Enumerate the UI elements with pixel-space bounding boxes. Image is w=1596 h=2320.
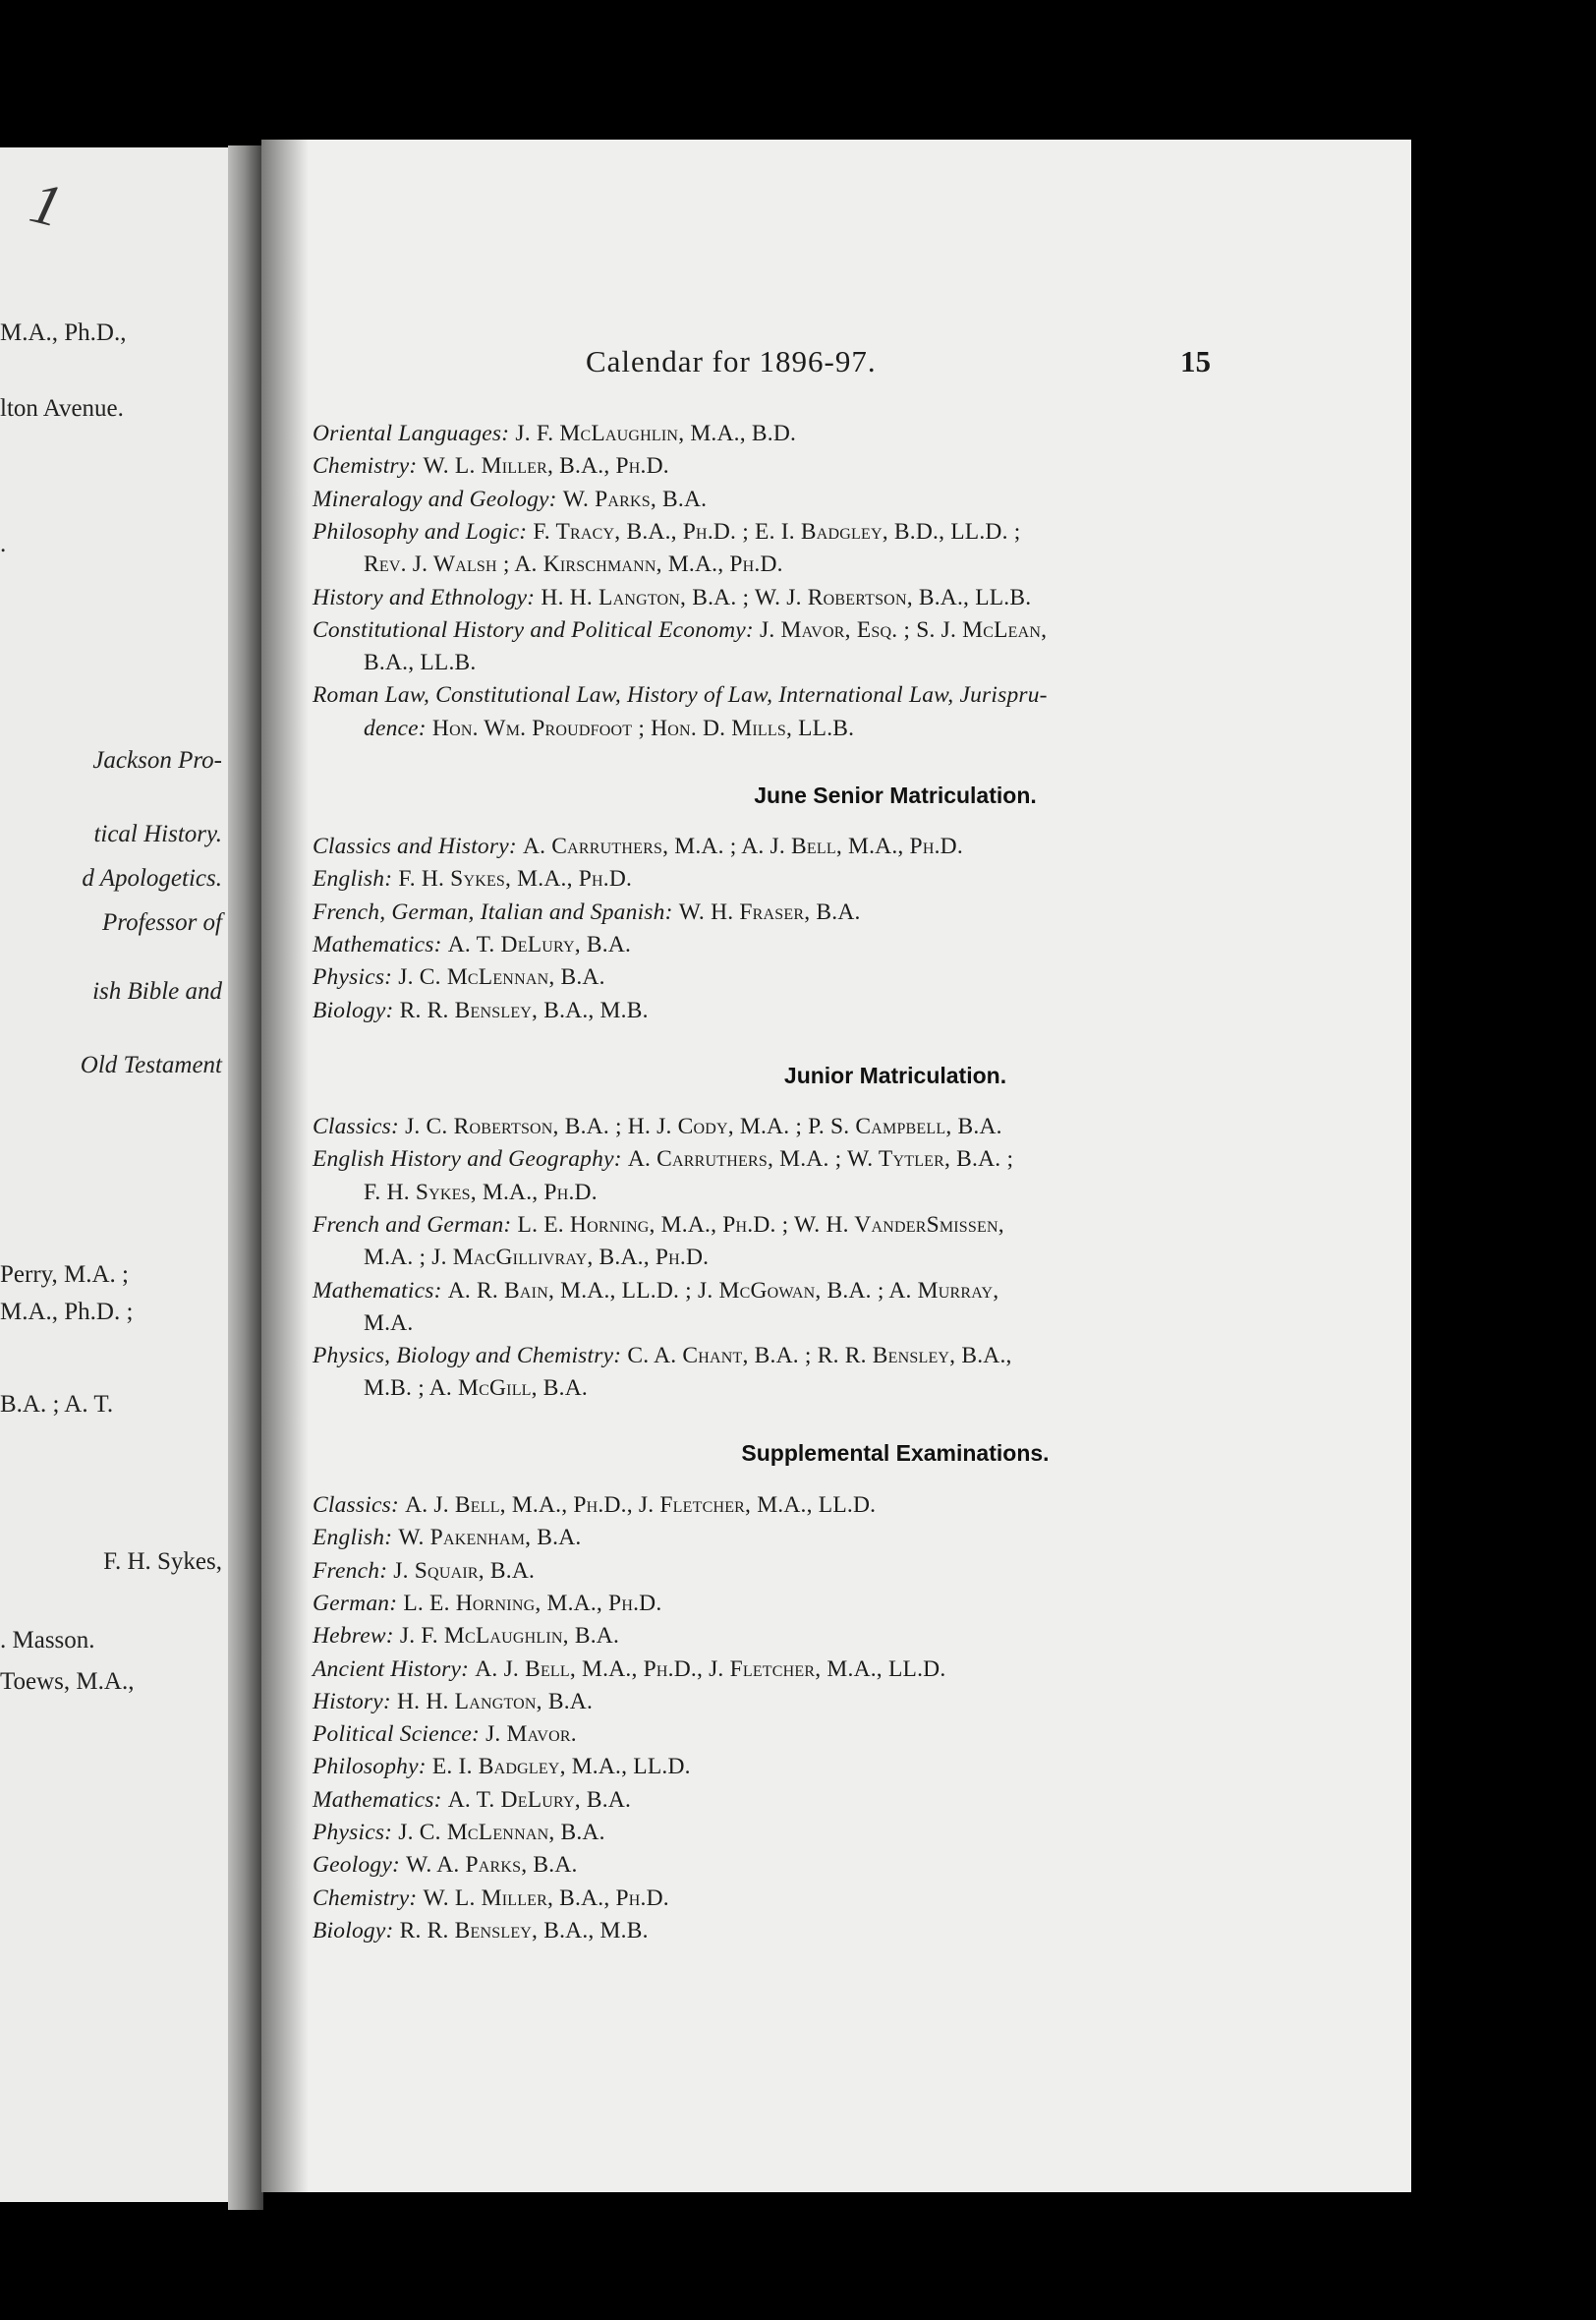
entry-line [364, 551, 783, 578]
entry-subject: dence: [364, 715, 427, 741]
entry-line [313, 617, 1047, 644]
entry-line [313, 1114, 1002, 1140]
entry-subject: French: [313, 1557, 388, 1584]
left-page-fragment: d Apologetics. [82, 865, 222, 892]
entry-line [313, 1820, 605, 1846]
entry-line [313, 1492, 876, 1519]
entry-line [313, 1591, 661, 1617]
entry-line [364, 1180, 598, 1206]
entry-subject: Roman Law, Constitutional Law, History of Law, International Law, Jurispru- [313, 682, 1048, 709]
entry-line [313, 1918, 649, 1944]
entry-line [313, 1146, 1013, 1173]
entry-names: J. F. McLaughlin, M.A., B.D. [515, 421, 797, 446]
entry-line [313, 1787, 631, 1814]
entry-line [313, 1623, 619, 1650]
entry-names: A. T. DeLury, B.A. [447, 931, 632, 957]
entry-names: W. H. Fraser, B.A. [678, 899, 861, 925]
entry-names: L. E. Horning, M.A., Ph.D. [403, 1590, 662, 1616]
entry-line [313, 1558, 535, 1585]
entry-line [364, 1375, 588, 1402]
left-page-fragment: Perry, M.A. ; [0, 1261, 130, 1288]
left-page-fragment: Professor of [102, 909, 222, 936]
left-page-fragment: . [0, 531, 7, 557]
entry-names: C. A. Chant, B.A. ; R. R. Bensley, B.A., [627, 1343, 1012, 1369]
entry-names: J. C. McLennan, B.A. [398, 964, 605, 991]
entry-names: H. H. Langton, B.A. [397, 1688, 594, 1714]
entry-names: F. Tracy, B.A., Ph.D. ; E. I. Badgley, B.D., LL.D. ; [533, 518, 1021, 545]
entry-line [313, 1525, 581, 1551]
entry-line [364, 1310, 413, 1337]
entry-names: W. Pakenham, B.A. [398, 1525, 582, 1551]
entry-line [313, 899, 861, 926]
entry-subject: Constitutional History and Political Economy: [313, 616, 754, 643]
entry-line [364, 716, 854, 742]
entry-names: M.A. [364, 1309, 414, 1336]
entry-names: M.A. ; J. MacGillivray, B.A., Ph.D. [364, 1245, 710, 1271]
entry-subject: Biology: [313, 997, 394, 1023]
entry-subject: Physics: [313, 964, 393, 991]
entry-names: F. H. Sykes, M.A., Ph.D. [364, 1179, 598, 1205]
entry-subject: Physics, Biology and Chemistry: [313, 1343, 622, 1369]
gutter-shadow [261, 140, 309, 2192]
entry-names: R. R. Bensley, B.A., M.B. [399, 1917, 649, 1943]
entry-line [313, 585, 1031, 611]
left-page-fragment: lton Avenue. [0, 395, 124, 422]
entry-line [313, 998, 649, 1024]
entry-line [313, 1721, 577, 1748]
entry-line [313, 1689, 593, 1715]
left-page [0, 147, 228, 2202]
entry-line [313, 1852, 578, 1879]
handwritten-page-marker: 1 [24, 169, 69, 240]
entry-subject: Mineralogy and Geology: [313, 486, 557, 512]
entry-names: F. H. Sykes, M.A., Ph.D. [398, 866, 633, 893]
entry-line [313, 1885, 669, 1912]
entry-subject: Philosophy: [313, 1754, 427, 1780]
entry-names: J. Mavor. [485, 1721, 577, 1748]
entry-line [313, 453, 669, 480]
right-page [261, 140, 1411, 2192]
entry-subject: Mathematics: [313, 1786, 442, 1813]
entry-names: A. J. Bell, M.A., Ph.D., J. Fletcher, M.A., LL.D. [405, 1492, 877, 1518]
entry-line [313, 1343, 1012, 1369]
entry-subject: French and German: [313, 1211, 512, 1238]
entry-line [313, 421, 796, 447]
entry-line [364, 650, 476, 676]
left-page-fragment: . Masson. [0, 1627, 95, 1653]
entry-names: A. T. DeLury, B.A. [447, 1786, 632, 1813]
entry-line [313, 487, 707, 513]
entry-names: A. J. Bell, M.A., Ph.D., J. Fletcher, M.A., LL.D. [475, 1655, 946, 1682]
entry-subject: Physics: [313, 1820, 393, 1845]
entry-subject: History and Ethnology: [313, 584, 536, 610]
section-heading: Supplemental Examinations. [741, 1440, 1050, 1466]
entry-names: E. I. Badgley, M.A., LL.D. [431, 1754, 691, 1780]
entry-subject: English: [313, 866, 393, 893]
entry-line [364, 1245, 709, 1271]
entry-line [313, 932, 631, 958]
entry-subject: English: [313, 1525, 393, 1551]
left-page-fragment: Jackson Pro- [92, 747, 222, 774]
entry-subject: Philosophy and Logic: [313, 518, 528, 545]
entry-names: J. Mavor, Esq. ; S. J. McLean, [760, 616, 1048, 643]
entry-line [313, 1212, 1004, 1239]
section-heading: Junior Matriculation. [783, 1063, 1007, 1088]
entry-names: W. L. Miller, B.A., Ph.D. [423, 1885, 669, 1911]
entry-names: A. Carruthers, M.A. ; W. Tytler, B.A. ; [627, 1146, 1014, 1173]
entry-names: R. R. Bensley, B.A., M.B. [399, 997, 649, 1023]
entry-line [313, 834, 963, 860]
entry-subject: Chemistry: [313, 453, 418, 480]
entry-subject: Oriental Languages: [313, 421, 510, 446]
left-page-fragment: Old Testament [80, 1052, 222, 1078]
entry-names: A. Carruthers, M.A. ; A. J. Bell, M.A., Ph.D. [522, 834, 963, 859]
entry-subject: Classics: [313, 1492, 399, 1518]
entry-subject: Classics: [313, 1114, 399, 1139]
entry-subject: Biology: [313, 1917, 394, 1943]
entry-subject: French, German, Italian and Spanish: [313, 899, 673, 925]
entry-names: B.A., LL.B. [364, 650, 477, 676]
left-page-fragment: tical History. [93, 821, 222, 847]
entry-line [313, 964, 605, 991]
page-number: 15 [1180, 344, 1211, 378]
entry-subject: Mathematics: [313, 1277, 442, 1304]
left-page-fragment: M.A., Ph.D., [0, 319, 127, 346]
entry-line [313, 519, 1020, 546]
entry-names: M.B. ; A. McGill, B.A. [364, 1375, 588, 1402]
entry-names: W. L. Miller, B.A., Ph.D. [423, 453, 669, 480]
entry-subject: History: [313, 1688, 391, 1714]
entry-names: A. R. Bain, M.A., LL.D. ; J. McGowan, B.A. ; A. Murray, [447, 1277, 999, 1304]
entry-line [313, 1278, 998, 1305]
entry-names: J. C. McLennan, B.A. [398, 1820, 605, 1845]
page-gutter [228, 145, 263, 2210]
entry-names: H. H. Langton, B.A. ; W. J. Robertson, B.A., LL.B. [541, 584, 1032, 610]
entry-line [313, 682, 1048, 709]
entry-names: J. C. Robertson, B.A. ; H. J. Cody, M.A. ; P. S. Campbell, B.A. [405, 1114, 1002, 1139]
section-heading: June Senior Matriculation. [754, 783, 1037, 808]
left-page-fragment: ish Bible and [92, 978, 222, 1005]
entry-subject: Classics and History: [313, 834, 517, 859]
left-page-fragment: M.A., Ph.D. ; [0, 1299, 134, 1325]
entry-subject: Political Science: [313, 1721, 480, 1748]
entry-names: W. A. Parks, B.A. [406, 1852, 578, 1879]
entry-names: Hon. Wm. Proudfoot ; Hon. D. Mills, LL.B. [431, 715, 855, 741]
entry-subject: Ancient History: [313, 1655, 470, 1682]
entry-line [313, 1754, 691, 1780]
entry-line [313, 1656, 945, 1683]
entry-names: Rev. J. Walsh ; A. Kirschmann, M.A., Ph.D. [364, 551, 783, 578]
left-page-fragment: F. H. Sykes, [103, 1548, 222, 1575]
left-page-fragment: B.A. ; A. T. [0, 1391, 114, 1418]
entry-subject: English History and Geography: [313, 1146, 622, 1173]
entry-names: J. Squair, B.A. [393, 1557, 536, 1584]
entry-names: J. F. McLaughlin, B.A. [399, 1623, 620, 1650]
entry-subject: Chemistry: [313, 1885, 418, 1911]
entry-subject: Geology: [313, 1852, 401, 1879]
left-page-fragment: Toews, M.A., [0, 1668, 135, 1695]
entry-subject: Mathematics: [313, 931, 442, 957]
entry-names: W. Parks, B.A. [562, 486, 708, 512]
entry-line [313, 866, 632, 893]
entry-subject: Hebrew: [313, 1623, 394, 1650]
running-head: Calendar for 1896-97. [586, 344, 877, 378]
entry-subject: German: [313, 1590, 398, 1616]
entry-names: L. E. Horning, M.A., Ph.D. ; W. H. VanderSmissen, [517, 1211, 1004, 1238]
